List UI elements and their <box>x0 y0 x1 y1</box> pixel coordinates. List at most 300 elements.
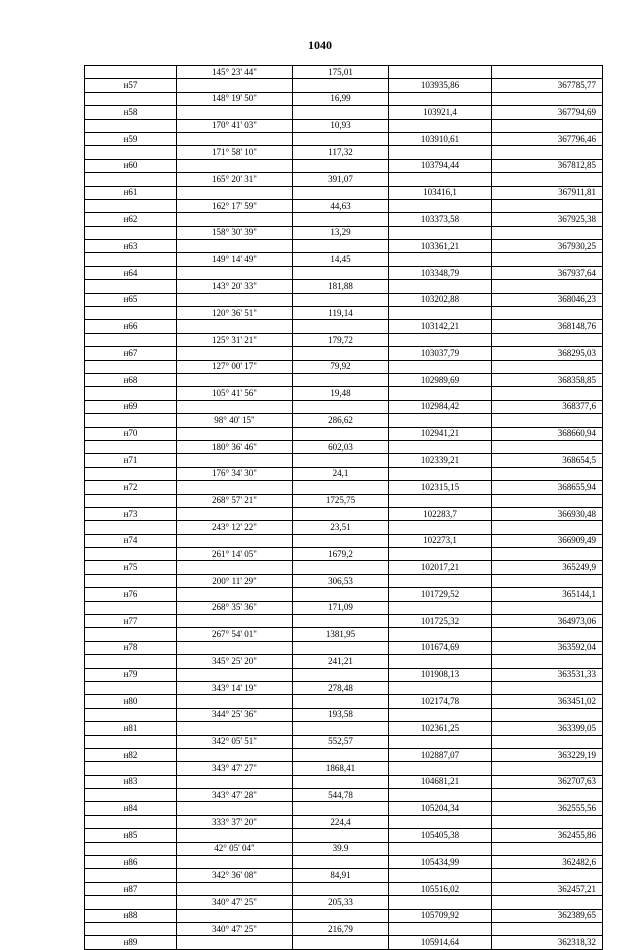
y-coordinate: 366930,48 <box>492 507 603 520</box>
angle-cell <box>177 668 293 681</box>
x-coordinate: 103373,58 <box>389 213 492 226</box>
x-coordinate: 102174,78 <box>389 695 492 708</box>
point-row <box>85 481 603 494</box>
point-name <box>85 360 177 373</box>
x-coordinate: 102273,1 <box>389 534 492 547</box>
angle-cell: 200° 11' 29" <box>177 574 293 587</box>
y-coordinate <box>492 226 603 239</box>
angle-cell: 261° 14' 05" <box>177 548 293 561</box>
y-coordinate <box>492 762 603 775</box>
angle-cell: 342° 05' 51" <box>177 735 293 748</box>
segment-row <box>85 387 603 400</box>
x-coordinate <box>389 66 492 79</box>
angle-cell: 149° 14' 49" <box>177 253 293 266</box>
x-coordinate <box>389 467 492 480</box>
x-coordinate <box>389 280 492 293</box>
point-row <box>85 373 603 386</box>
x-coordinate: 103361,21 <box>389 240 492 253</box>
point-row <box>85 79 603 92</box>
y-coordinate: 366909,49 <box>492 534 603 547</box>
distance-cell <box>293 79 389 92</box>
point-name <box>85 92 177 105</box>
segment-row <box>85 655 603 668</box>
point-name <box>85 869 177 882</box>
y-coordinate: 363399,05 <box>492 722 603 735</box>
segment-row <box>85 92 603 105</box>
y-coordinate: 362455,86 <box>492 829 603 842</box>
point-name: н89 <box>85 936 177 949</box>
x-coordinate <box>389 708 492 721</box>
distance-cell: 306,53 <box>293 574 389 587</box>
x-coordinate <box>389 521 492 534</box>
y-coordinate <box>492 548 603 561</box>
x-coordinate: 105516,02 <box>389 882 492 895</box>
x-coordinate <box>389 655 492 668</box>
y-coordinate <box>492 923 603 936</box>
x-coordinate <box>389 789 492 802</box>
angle-cell <box>177 748 293 761</box>
y-coordinate <box>492 494 603 507</box>
point-name: н83 <box>85 775 177 788</box>
x-coordinate: 102361,25 <box>389 722 492 735</box>
y-coordinate: 367796,46 <box>492 132 603 145</box>
point-row <box>85 213 603 226</box>
point-name <box>85 280 177 293</box>
point-row <box>85 561 603 574</box>
point-name: н85 <box>85 829 177 842</box>
segment-row <box>85 199 603 212</box>
distance-cell <box>293 829 389 842</box>
x-coordinate: 101674,69 <box>389 641 492 654</box>
y-coordinate: 363592,04 <box>492 641 603 654</box>
point-name <box>85 253 177 266</box>
x-coordinate <box>389 440 492 453</box>
y-coordinate: 365144,1 <box>492 588 603 601</box>
angle-cell <box>177 534 293 547</box>
point-row <box>85 615 603 628</box>
angle-cell <box>177 186 293 199</box>
point-name <box>85 681 177 694</box>
point-name <box>85 601 177 614</box>
segment-row <box>85 869 603 882</box>
segment-row <box>85 842 603 855</box>
distance-cell <box>293 240 389 253</box>
point-name: н74 <box>85 534 177 547</box>
distance-cell: 14,45 <box>293 253 389 266</box>
point-row <box>85 829 603 842</box>
distance-cell: 44,63 <box>293 199 389 212</box>
point-name: н66 <box>85 320 177 333</box>
y-coordinate <box>492 66 603 79</box>
segment-row <box>85 440 603 453</box>
point-row <box>85 588 603 601</box>
y-coordinate: 368148,76 <box>492 320 603 333</box>
point-row <box>85 722 603 735</box>
point-row <box>85 775 603 788</box>
distance-cell: 179,72 <box>293 333 389 346</box>
y-coordinate: 368046,23 <box>492 293 603 306</box>
y-coordinate <box>492 869 603 882</box>
segment-row <box>85 628 603 641</box>
y-coordinate <box>492 92 603 105</box>
point-name: н64 <box>85 266 177 279</box>
point-name <box>85 842 177 855</box>
point-row <box>85 909 603 922</box>
y-coordinate <box>492 574 603 587</box>
angle-cell: 267° 54' 01" <box>177 628 293 641</box>
point-name: н86 <box>85 856 177 869</box>
x-coordinate <box>389 628 492 641</box>
point-name <box>85 628 177 641</box>
distance-cell <box>293 132 389 145</box>
point-name <box>85 307 177 320</box>
angle-cell: 268° 35' 36" <box>177 601 293 614</box>
y-coordinate <box>492 173 603 186</box>
y-coordinate: 367812,85 <box>492 159 603 172</box>
angle-cell <box>177 240 293 253</box>
angle-cell: 344° 25' 36" <box>177 708 293 721</box>
point-name: н77 <box>85 615 177 628</box>
distance-cell: 544,78 <box>293 789 389 802</box>
angle-cell: 105° 41' 56" <box>177 387 293 400</box>
point-row <box>85 427 603 440</box>
angle-cell <box>177 695 293 708</box>
point-row <box>85 802 603 815</box>
distance-cell <box>293 106 389 119</box>
angle-cell <box>177 293 293 306</box>
point-name: н84 <box>85 802 177 815</box>
point-row <box>85 507 603 520</box>
distance-cell <box>293 213 389 226</box>
y-coordinate: 363229,19 <box>492 748 603 761</box>
y-coordinate: 363451,02 <box>492 695 603 708</box>
x-coordinate <box>389 735 492 748</box>
distance-cell <box>293 347 389 360</box>
point-name <box>85 414 177 427</box>
x-coordinate: 102989,69 <box>389 373 492 386</box>
y-coordinate: 368377,6 <box>492 400 603 413</box>
angle-cell: 343° 14' 19" <box>177 681 293 694</box>
y-coordinate <box>492 896 603 909</box>
distance-cell <box>293 588 389 601</box>
point-row <box>85 266 603 279</box>
point-row <box>85 454 603 467</box>
angle-cell <box>177 882 293 895</box>
x-coordinate <box>389 360 492 373</box>
distance-cell <box>293 641 389 654</box>
x-coordinate <box>389 92 492 105</box>
segment-row <box>85 253 603 266</box>
y-coordinate: 362482,6 <box>492 856 603 869</box>
point-name: н73 <box>85 507 177 520</box>
y-coordinate <box>492 815 603 828</box>
x-coordinate <box>389 869 492 882</box>
y-coordinate <box>492 333 603 346</box>
segment-row <box>85 414 603 427</box>
point-name <box>85 66 177 79</box>
angle-cell: 333° 37' 20" <box>177 815 293 828</box>
x-coordinate <box>389 574 492 587</box>
point-name: н68 <box>85 373 177 386</box>
point-row <box>85 159 603 172</box>
point-row <box>85 186 603 199</box>
x-coordinate: 102017,21 <box>389 561 492 574</box>
distance-cell: 84,91 <box>293 869 389 882</box>
angle-cell <box>177 856 293 869</box>
point-name: н71 <box>85 454 177 467</box>
point-name: н80 <box>85 695 177 708</box>
distance-cell: 39.9 <box>293 842 389 855</box>
distance-cell <box>293 856 389 869</box>
y-coordinate: 368660,94 <box>492 427 603 440</box>
point-row <box>85 856 603 869</box>
distance-cell: 278,48 <box>293 681 389 694</box>
angle-cell <box>177 909 293 922</box>
distance-cell: 119,14 <box>293 307 389 320</box>
angle-cell <box>177 400 293 413</box>
point-row <box>85 320 603 333</box>
point-name <box>85 548 177 561</box>
segment-row <box>85 681 603 694</box>
y-coordinate <box>492 842 603 855</box>
distance-cell: 181,88 <box>293 280 389 293</box>
y-coordinate: 367925,38 <box>492 213 603 226</box>
angle-cell: 342° 36' 08" <box>177 869 293 882</box>
x-coordinate <box>389 548 492 561</box>
distance-cell: 23,51 <box>293 521 389 534</box>
point-name <box>85 923 177 936</box>
y-coordinate: 367785,77 <box>492 79 603 92</box>
angle-cell <box>177 373 293 386</box>
y-coordinate <box>492 628 603 641</box>
distance-cell: 24,1 <box>293 467 389 480</box>
x-coordinate: 103037,79 <box>389 347 492 360</box>
segment-row <box>85 735 603 748</box>
y-coordinate: 364973,06 <box>492 615 603 628</box>
y-coordinate: 368358,85 <box>492 373 603 386</box>
point-name <box>85 173 177 186</box>
y-coordinate <box>492 655 603 668</box>
distance-cell: 286,62 <box>293 414 389 427</box>
segment-row <box>85 66 603 79</box>
angle-cell <box>177 641 293 654</box>
segment-row <box>85 815 603 828</box>
angle-cell <box>177 213 293 226</box>
x-coordinate: 102339,21 <box>389 454 492 467</box>
distance-cell <box>293 400 389 413</box>
y-coordinate <box>492 789 603 802</box>
angle-cell: 340° 47' 25" <box>177 923 293 936</box>
point-row <box>85 240 603 253</box>
angle-cell: 145° 23' 44" <box>177 66 293 79</box>
distance-cell: 171,09 <box>293 601 389 614</box>
segment-row <box>85 923 603 936</box>
point-name <box>85 119 177 132</box>
x-coordinate: 102887,07 <box>389 748 492 761</box>
angle-cell: 180° 36' 46" <box>177 440 293 453</box>
x-coordinate <box>389 253 492 266</box>
segment-row <box>85 467 603 480</box>
point-name: н76 <box>85 588 177 601</box>
x-coordinate: 103921,4 <box>389 106 492 119</box>
x-coordinate <box>389 601 492 614</box>
x-coordinate: 103794,44 <box>389 159 492 172</box>
x-coordinate <box>389 923 492 936</box>
point-name: н62 <box>85 213 177 226</box>
x-coordinate: 102984,42 <box>389 400 492 413</box>
x-coordinate: 105914,64 <box>389 936 492 949</box>
angle-cell: 98° 40' 15" <box>177 414 293 427</box>
distance-cell <box>293 561 389 574</box>
x-coordinate: 105204,34 <box>389 802 492 815</box>
distance-cell: 552,57 <box>293 735 389 748</box>
angle-cell <box>177 320 293 333</box>
x-coordinate <box>389 199 492 212</box>
angle-cell: 343° 47' 28" <box>177 789 293 802</box>
distance-cell <box>293 266 389 279</box>
y-coordinate <box>492 414 603 427</box>
distance-cell <box>293 695 389 708</box>
angle-cell <box>177 802 293 815</box>
x-coordinate <box>389 173 492 186</box>
x-coordinate <box>389 146 492 159</box>
point-name <box>85 467 177 480</box>
point-name <box>85 521 177 534</box>
segment-row <box>85 333 603 346</box>
point-row <box>85 400 603 413</box>
x-coordinate <box>389 815 492 828</box>
point-name: н87 <box>85 882 177 895</box>
x-coordinate: 102283,7 <box>389 507 492 520</box>
y-coordinate: 362457,21 <box>492 882 603 895</box>
y-coordinate <box>492 253 603 266</box>
distance-cell: 1679,2 <box>293 548 389 561</box>
x-coordinate: 103348,79 <box>389 266 492 279</box>
distance-cell <box>293 186 389 199</box>
point-name: н67 <box>85 347 177 360</box>
point-name <box>85 655 177 668</box>
y-coordinate: 368654,5 <box>492 454 603 467</box>
angle-cell <box>177 561 293 574</box>
x-coordinate <box>389 119 492 132</box>
y-coordinate <box>492 440 603 453</box>
point-name: н81 <box>85 722 177 735</box>
y-coordinate <box>492 146 603 159</box>
point-name <box>85 226 177 239</box>
angle-cell: 148° 19' 50" <box>177 92 293 105</box>
point-name <box>85 708 177 721</box>
x-coordinate: 101725,32 <box>389 615 492 628</box>
y-coordinate: 365249,9 <box>492 561 603 574</box>
segment-row <box>85 307 603 320</box>
y-coordinate: 367937,64 <box>492 266 603 279</box>
angle-cell <box>177 722 293 735</box>
distance-cell <box>293 293 389 306</box>
distance-cell <box>293 802 389 815</box>
x-coordinate: 103202,88 <box>389 293 492 306</box>
x-coordinate: 102315,15 <box>389 481 492 494</box>
x-coordinate: 103416,1 <box>389 186 492 199</box>
distance-cell: 1381,95 <box>293 628 389 641</box>
y-coordinate <box>492 119 603 132</box>
point-name <box>85 762 177 775</box>
angle-cell <box>177 615 293 628</box>
y-coordinate <box>492 708 603 721</box>
point-name: н79 <box>85 668 177 681</box>
x-coordinate <box>389 896 492 909</box>
angle-cell <box>177 829 293 842</box>
angle-cell <box>177 481 293 494</box>
point-name: н75 <box>85 561 177 574</box>
angle-cell: 120° 36' 51" <box>177 307 293 320</box>
angle-cell <box>177 427 293 440</box>
angle-cell <box>177 266 293 279</box>
segment-row <box>85 708 603 721</box>
distance-cell: 79,92 <box>293 360 389 373</box>
angle-cell: 345° 25' 20" <box>177 655 293 668</box>
point-name: н60 <box>85 159 177 172</box>
distance-cell: 241,21 <box>293 655 389 668</box>
x-coordinate <box>389 681 492 694</box>
point-name: н69 <box>85 400 177 413</box>
y-coordinate: 367911,81 <box>492 186 603 199</box>
point-name: н57 <box>85 79 177 92</box>
x-coordinate: 102941,21 <box>389 427 492 440</box>
distance-cell <box>293 615 389 628</box>
distance-cell <box>293 320 389 333</box>
y-coordinate <box>492 307 603 320</box>
x-coordinate: 101908,13 <box>389 668 492 681</box>
angle-cell <box>177 588 293 601</box>
angle-cell <box>177 936 293 949</box>
segment-row <box>85 789 603 802</box>
x-coordinate <box>389 842 492 855</box>
angle-cell: 158° 30' 39" <box>177 226 293 239</box>
distance-cell: 10,93 <box>293 119 389 132</box>
angle-cell <box>177 159 293 172</box>
angle-cell: 162° 17' 59" <box>177 199 293 212</box>
x-coordinate <box>389 762 492 775</box>
distance-cell <box>293 534 389 547</box>
y-coordinate: 367930,25 <box>492 240 603 253</box>
angle-cell: 170° 41' 03" <box>177 119 293 132</box>
point-name: н63 <box>85 240 177 253</box>
point-row <box>85 882 603 895</box>
point-name <box>85 440 177 453</box>
distance-cell <box>293 427 389 440</box>
y-coordinate <box>492 681 603 694</box>
point-row <box>85 132 603 145</box>
x-coordinate <box>389 333 492 346</box>
point-name: н82 <box>85 748 177 761</box>
y-coordinate: 368295,03 <box>492 347 603 360</box>
angle-cell: 127° 00' 17" <box>177 360 293 373</box>
angle-cell <box>177 106 293 119</box>
segment-row <box>85 896 603 909</box>
angle-cell <box>177 132 293 145</box>
coordinates-table <box>84 65 603 950</box>
distance-cell <box>293 507 389 520</box>
distance-cell <box>293 159 389 172</box>
x-coordinate <box>389 226 492 239</box>
distance-cell: 193,58 <box>293 708 389 721</box>
x-coordinate: 105434,99 <box>389 856 492 869</box>
point-row <box>85 748 603 761</box>
x-coordinate: 103935,86 <box>389 79 492 92</box>
segment-row <box>85 146 603 159</box>
angle-cell <box>177 79 293 92</box>
point-name: н70 <box>85 427 177 440</box>
